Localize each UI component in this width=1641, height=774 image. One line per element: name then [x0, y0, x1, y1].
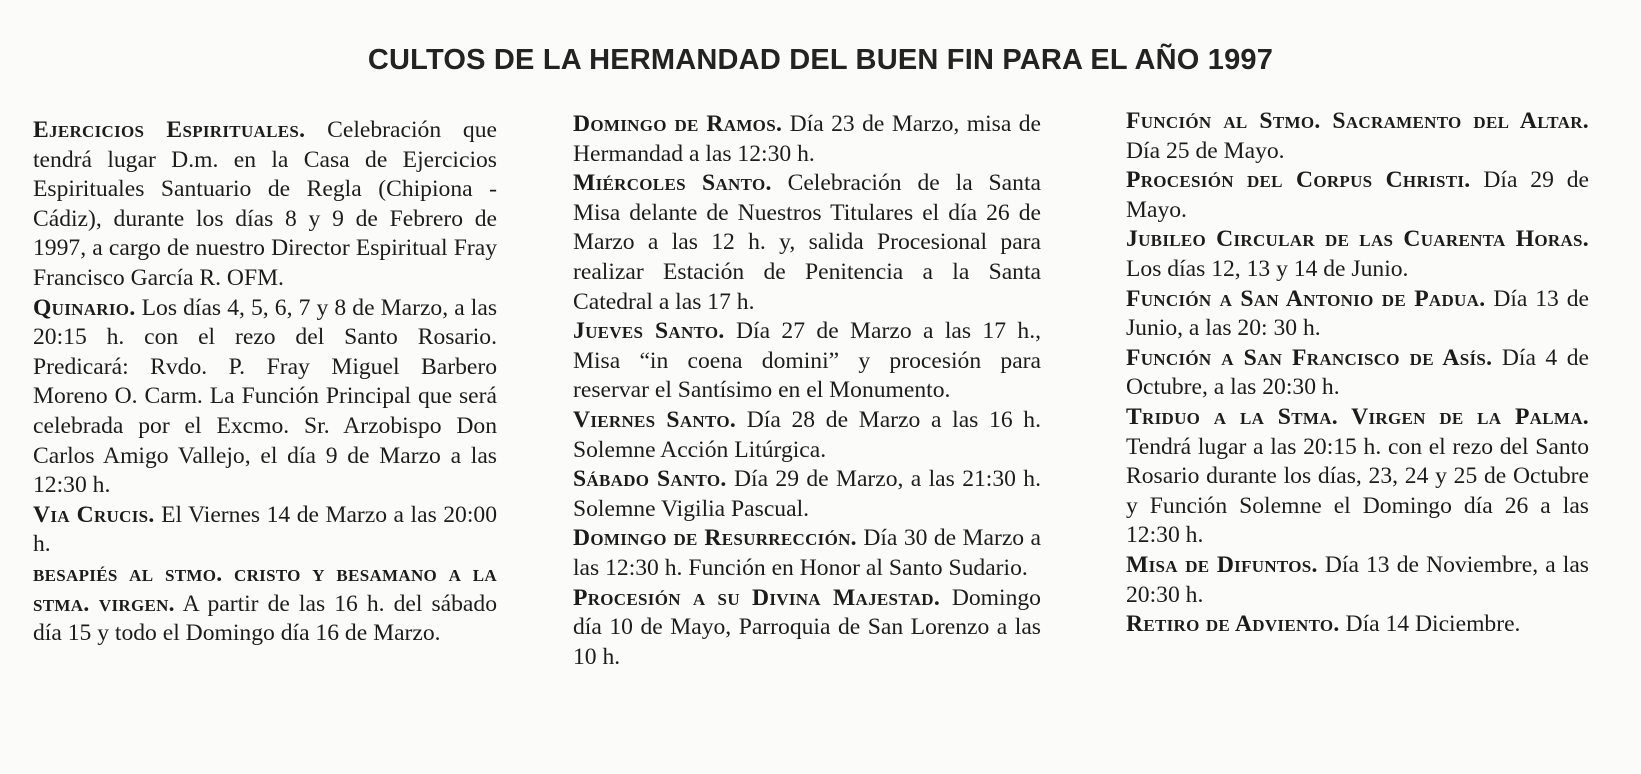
entry-quinario — [33, 294, 497, 501]
entry-text: Tendrá lugar a las 20:15 h. con el rezo del Santo Rosario durante los días, 23, 24 y 25 de Octubre y Función Solemne el Domingo día 26 a las 12:30 h. — [1126, 433, 1589, 549]
entry-text: Los días 4, 5, 6, 7 y 8 de Marzo, a las 20:15 h. con el rezo del Santo Rosario. Predicará: Rvdo. P. Fray Miguel Barbero Moreno O. Carm. La Función Principal que será celebrada por el Excmo. Sr. Arzobispo Don Carlos Amigo Vallejo, el día 9 de Marzo a las 12:30 h. — [33, 294, 497, 499]
entry-corpus-christi — [1126, 166, 1589, 225]
entry-text: Día 29 de Mayo. — [1126, 167, 1589, 223]
entry-heading: Función al Stmo. Sacramento del Altar. — [1126, 108, 1589, 134]
entry-jubileo-cuarenta-horas — [1126, 225, 1589, 284]
entry-triduo-virgen-palma — [1126, 403, 1589, 551]
column-2 — [573, 110, 1041, 672]
entry-heading: Domingo de Ramos. — [573, 111, 783, 137]
entry-text: Día 4 de Octubre, a las 20:30 h. — [1126, 344, 1589, 401]
entry-text: Día 25 de Mayo. — [1126, 137, 1285, 164]
entry-text: A partir de las 16 h. del sábado día 15 y todo el Domingo día 16 de Marzo. — [33, 590, 497, 647]
entry-viernes-santo — [573, 406, 1041, 465]
entry-jueves-santo — [573, 317, 1041, 406]
entry-heading: besapiés al stmo. cristo y besamano a la stma. virgen. — [33, 560, 497, 617]
entry-text: Celebración de la Santa Misa delante de Nuestros Titulares el día 26 de Marzo a las 12 h. y, salida Procesional para realizar Estación de Penitencia a la Santa Catedral a las 17 h. — [573, 170, 1041, 315]
entry-miercoles-santo — [573, 169, 1041, 317]
entry-via-crucis — [33, 501, 497, 560]
column-3 — [1126, 107, 1589, 640]
entry-san-francisco — [1126, 344, 1589, 403]
entry-text: Día 13 de Noviembre, a las 20:30 h. — [1126, 551, 1589, 608]
entry-heading: Via Crucis. — [33, 501, 155, 528]
entry-text: Los días 12, 13 y 14 de Junio. — [1126, 255, 1409, 282]
document-title: CULTOS DE LA HERMANDAD DEL BUEN FIN PARA EL AÑO 1997 — [367, 44, 1274, 76]
entry-heading: Función a San Francisco de Asís. — [1126, 344, 1493, 371]
entry-text: Día 14 Diciembre. — [1345, 611, 1521, 638]
entry-domingo-de-ramos — [573, 110, 1041, 169]
entry-sabado-santo — [573, 465, 1041, 524]
entry-procesion-divina-majestad — [573, 584, 1041, 673]
entry-text: Domingo día 10 de Mayo, Parroquia de San Lorenzo a las 10 h. — [573, 584, 1041, 670]
entry-heading: Triduo a la Stma. Virgen de la Palma. — [1126, 403, 1589, 430]
entry-heading: Viernes Santo. — [573, 406, 737, 433]
entry-text: Día 28 de Marzo a las 16 h. Solemne Acción Litúrgica. — [573, 406, 1041, 463]
entry-misa-difuntos — [1126, 551, 1589, 610]
entry-text: Día 27 de Marzo a las 17 h., Misa “in coena domini” y procesión para reservar el Santísimo en el Monumento. — [573, 318, 1041, 404]
entry-retiro-adviento — [1126, 610, 1589, 640]
entry-text: Día 13 de Junio, a las 20: 30 h. — [1126, 285, 1589, 342]
entry-funcion-sacramento — [1126, 107, 1589, 166]
entry-text: El Viernes 14 de Marzo a las 20:00 h. — [33, 501, 497, 558]
entry-heading: Función a San Antonio de Padua. — [1126, 285, 1486, 312]
entry-besapies-besamano — [33, 560, 497, 649]
entry-san-antonio — [1126, 285, 1589, 344]
entry-heading: Jueves Santo. — [573, 318, 725, 345]
entry-heading: Domingo de Resurrección. — [573, 525, 857, 552]
entry-domingo-de-resurreccion — [573, 524, 1041, 583]
entry-heading: Retiro de Adviento. — [1126, 611, 1340, 638]
entry-text: Día 23 de Marzo, misa de Hermandad a las 12:30 h. — [573, 111, 1041, 167]
entry-text: Celebración que tendrá lugar D.m. en la Casa de Ejercicios Espirituales Santuario de Regla (Chipiona -Cádiz), durante los días 8 y 9 de Febrero de 1997, a cargo de nuestro Director Espiritual Fray Francisco García R. OFM. — [33, 117, 497, 291]
entry-heading: Ejercicios Espirituales. — [33, 117, 306, 143]
entry-heading: Procesión del Corpus Christi. — [1126, 167, 1471, 194]
entry-heading: Sábado Santo. — [573, 466, 727, 493]
column-1 — [33, 116, 497, 649]
entry-heading: Miércoles Santo. — [573, 170, 772, 197]
entry-ejercicios-espirituales — [33, 116, 497, 294]
entry-heading: Jubileo Circular de las Cuarenta Horas. — [1126, 226, 1589, 253]
entry-heading: Quinario. — [33, 294, 136, 321]
entry-text: Día 29 de Marzo, a las 21:30 h. Solemne Vigilia Pascual. — [573, 466, 1041, 522]
entry-text: Día 30 de Marzo a las 12:30 h. Función en Honor al Santo Sudario. — [573, 525, 1042, 581]
entry-heading: Misa de Difuntos. — [1126, 551, 1318, 578]
entry-heading: Procesión a su Divina Majestad. — [573, 584, 941, 611]
